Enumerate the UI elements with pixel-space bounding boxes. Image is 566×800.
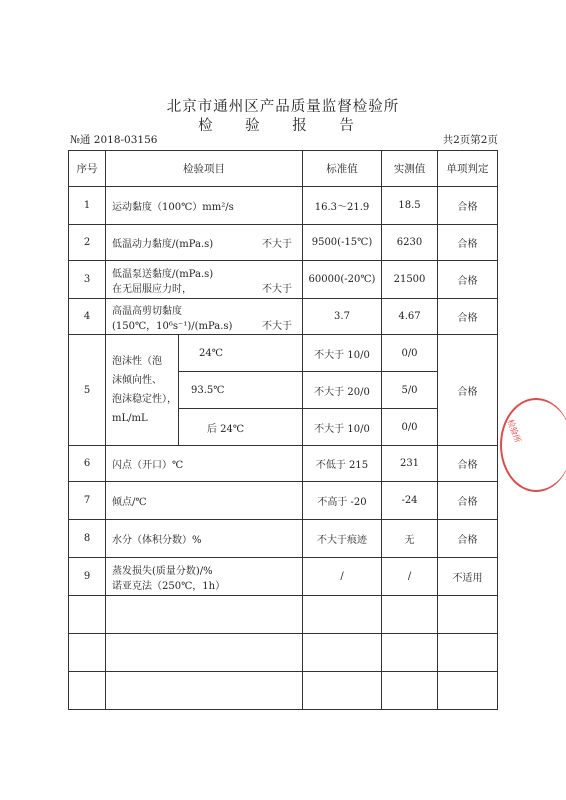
- row-item-line2: 诺亚克法（250℃，1h）: [112, 580, 226, 592]
- page-info: 共2页第2页: [442, 134, 498, 146]
- row-no: 6: [69, 446, 106, 482]
- header-standard: 标准值: [303, 151, 382, 187]
- row-standard: 不大于 10/0: [303, 335, 382, 372]
- table-row: [69, 558, 498, 596]
- row-item: [106, 225, 303, 261]
- row-item: 水分（体积分数）%: [106, 520, 303, 558]
- row-item: 闪点（开口）℃: [106, 446, 303, 482]
- row-standard: /: [303, 558, 382, 596]
- row-measured: 231: [382, 446, 438, 482]
- report-title: 检 验 报 告: [198, 118, 368, 134]
- foam-temp: 24℃: [179, 335, 303, 372]
- table-row: [69, 261, 498, 299]
- row-judgement: 合格: [438, 482, 498, 520]
- row-measured: 5/0: [382, 372, 438, 409]
- row-item-text: 低温动力黏度/(mPa.s): [112, 239, 214, 250]
- row-item: 运动黏度（100℃）mm²/s: [106, 187, 303, 225]
- row-measured: /: [382, 558, 438, 596]
- row-judgement: 合格: [438, 261, 498, 299]
- report-number: №通 2018-03156: [70, 134, 158, 146]
- row-no: 1: [69, 187, 106, 225]
- header-no: 序号: [69, 151, 106, 187]
- row-item: 倾点/℃: [106, 482, 303, 520]
- row-standard: 不低于 215: [303, 446, 382, 482]
- table-row: [69, 299, 498, 335]
- table-row: [69, 482, 498, 520]
- row-standard: 不大于痕迹: [303, 520, 382, 558]
- row-judgement: 合格: [438, 299, 498, 335]
- foam-label-line: 沫倾向性、: [112, 375, 162, 386]
- row-standard: 3.7: [303, 299, 382, 335]
- foam-temp: 93.5℃: [179, 372, 303, 409]
- table-row: [69, 446, 498, 482]
- row-no: 9: [69, 558, 106, 596]
- row-judgement: 合格: [438, 187, 498, 225]
- row-measured: 6230: [382, 225, 438, 261]
- row-judgement: 合格: [438, 520, 498, 558]
- empty-row: [69, 672, 498, 710]
- row-no: 8: [69, 520, 106, 558]
- row-item-suffix: 不大于: [262, 320, 292, 332]
- row-measured: 0/0: [382, 335, 438, 372]
- inspection-seal: [500, 398, 566, 492]
- row-no: 7: [69, 482, 106, 520]
- empty-row: [69, 634, 498, 672]
- table-row: [69, 225, 498, 261]
- row-measured: 21500: [382, 261, 438, 299]
- row-item-line2: (150℃，10⁶s⁻¹)/(mPa.s): [112, 320, 233, 332]
- row-judgement: 合格: [438, 335, 498, 446]
- table-row: [69, 520, 498, 558]
- table-row: [69, 187, 498, 225]
- row-item: [106, 261, 303, 299]
- row-standard: 9500(-15℃): [303, 225, 382, 261]
- header-measured: 实测值: [382, 151, 438, 187]
- row-item: [106, 558, 303, 596]
- row-judgement: 合格: [438, 446, 498, 482]
- header-judgement: 单项判定: [438, 151, 498, 187]
- foam-label-line: 泡沫性（泡: [112, 356, 162, 367]
- foam-label-line: mL/mL: [112, 413, 148, 424]
- row-item: [106, 299, 303, 335]
- row-item-line1: 低温泵送黏度/(mPa.s): [112, 268, 214, 280]
- row-judgement: 合格: [438, 225, 498, 261]
- row-measured: 0/0: [382, 409, 438, 446]
- seal-text: 检验所: [505, 418, 523, 444]
- row-item-line2: 在无屈服应力时，: [112, 283, 192, 295]
- row-no: 2: [69, 225, 106, 261]
- row-measured: -24: [382, 482, 438, 520]
- row-standard: 不高于 -20: [303, 482, 382, 520]
- row-standard: 16.3～21.9: [303, 187, 382, 225]
- foam-temp: 后 24℃: [179, 409, 303, 446]
- row-measured: 4.67: [382, 299, 438, 335]
- institute-name: 北京市通州区产品质量监督检验所: [166, 99, 400, 115]
- foam-label: [106, 335, 179, 446]
- row-no: 5: [69, 335, 106, 446]
- row-no: 3: [69, 261, 106, 299]
- table-row: [69, 335, 498, 372]
- row-item-line1: 蒸发损失(质量分数)/%: [112, 565, 213, 577]
- row-standard: 60000(-20℃): [303, 261, 382, 299]
- header-item: 检验项目: [106, 151, 303, 187]
- foam-label-line: 泡沫稳定性），: [112, 394, 177, 405]
- row-measured: 18.5: [382, 187, 438, 225]
- inspection-table: [68, 150, 498, 710]
- row-standard: 不大于 20/0: [303, 372, 382, 409]
- row-item-line1: 高温高剪切黏度: [112, 305, 182, 317]
- row-item-suffix: 不大于: [262, 239, 292, 250]
- row-item-suffix: 不大于: [262, 283, 292, 295]
- row-no: 4: [69, 299, 106, 335]
- row-measured: 无: [382, 520, 438, 558]
- row-judgement: 不适用: [438, 558, 498, 596]
- row-standard: 不大于 10/0: [303, 409, 382, 446]
- table-header-row: [69, 151, 498, 187]
- empty-row: [69, 596, 498, 634]
